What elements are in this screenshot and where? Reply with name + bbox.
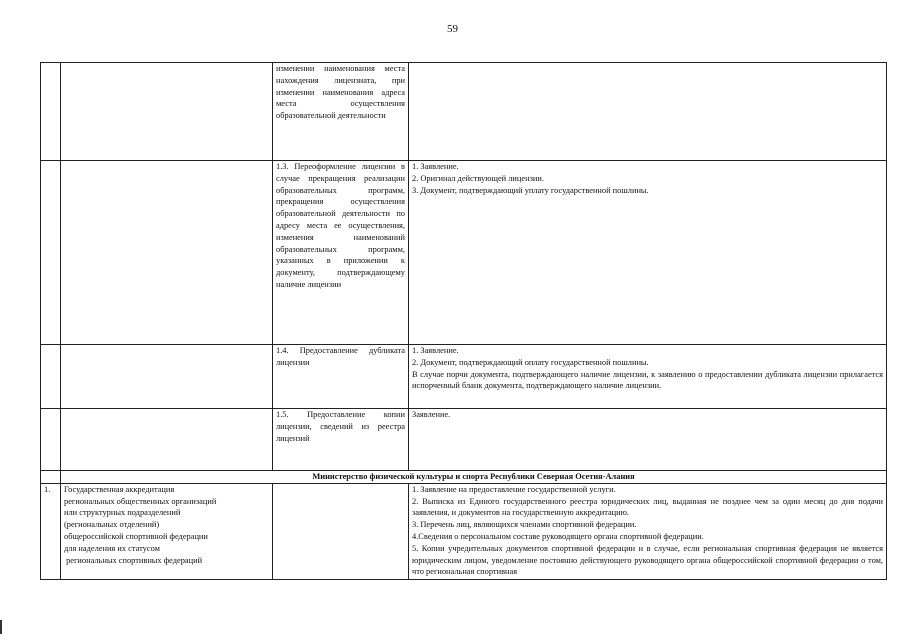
services-table xyxy=(40,62,887,580)
name-cell xyxy=(61,483,273,579)
document-item: 1. Заявление. xyxy=(412,346,459,355)
documents-cell xyxy=(409,63,887,161)
page-number: 59 xyxy=(447,23,458,35)
document-item: 2. Выписка из Единого государственного реестра юридических лиц, выданная не позднее чем за один месяц до дня подачи заявления, и документов на государственную аккредитацию. xyxy=(412,496,883,518)
document-item: 1. Заявление на предоставление государственной услуги. xyxy=(412,484,616,494)
service-cell xyxy=(273,483,409,579)
table-row xyxy=(41,63,887,161)
ministry-heading-row xyxy=(41,471,887,484)
scan-edge-mark xyxy=(0,620,2,634)
document-item: 3. Документ, подтверждающий уплату государственной пошлины. xyxy=(412,185,649,195)
service-name-line: Государственная аккредитация xyxy=(64,484,175,494)
documents-cell xyxy=(409,409,887,471)
document-item: 2. Оригинал действующей лицензии. xyxy=(412,173,544,183)
name-cell xyxy=(61,345,273,409)
service-name-line: общероссийской спортивной федерации xyxy=(64,531,208,541)
number-cell xyxy=(41,63,61,161)
document-item: 5. Копии учредительных документов спортивной федерации и в случае, если региональная спортивная федерация не является юридическим лицом, уведомление постоянно действующего руководящего органа общероссийской спортивной федерации о том, что региональная спортивная xyxy=(412,543,883,577)
documents-cell xyxy=(409,345,887,409)
service-name-line: региональных спортивных федераций xyxy=(64,555,203,565)
documents-cell xyxy=(409,161,887,345)
document-item: 1. Заявление. xyxy=(412,162,459,171)
name-cell xyxy=(61,63,273,161)
service-cell: 1.4. Предоставление дубликата лицензии xyxy=(273,345,409,409)
table-row xyxy=(41,483,887,579)
service-name-line: или структурных подразделений xyxy=(64,508,181,518)
service-cell: 1.5. Предоставление копии лицензии, сведений из реестра лицензий xyxy=(273,409,409,471)
service-name-line: (региональных отделений) xyxy=(64,520,160,530)
service-cell: изменении наименования места нахождения лицензиата, при изменении наименования адреса места осуществления образовательной деятельности xyxy=(273,63,409,161)
document-item: 4.Сведения о персональном составе руководящего органа спортивной федерации. xyxy=(412,531,704,541)
document-item: Заявление. xyxy=(412,410,451,419)
number-cell xyxy=(41,161,61,345)
number-cell xyxy=(41,345,61,409)
number-cell xyxy=(41,471,61,484)
service-name-line: региональных общественных организаций xyxy=(64,496,217,506)
table-row xyxy=(41,409,887,471)
table-row xyxy=(41,345,887,409)
document-item: В случае порчи документа, подтверждающего наличие лицензии, к заявлению о предоставлении дубликата лицензии прилагается испорченный бланк документа, подтверждающего наличие лицензии. xyxy=(412,369,883,391)
service-name-line: для наделения их статусом xyxy=(64,543,160,553)
documents-cell xyxy=(409,483,887,579)
table-row xyxy=(41,161,887,345)
number-cell: 1. xyxy=(41,483,61,579)
document-item: 3. Перечень лиц, являющихся членами спортивной федерации. xyxy=(412,520,637,530)
number-cell xyxy=(41,409,61,471)
name-cell xyxy=(61,409,273,471)
service-cell: 1.3. Переоформление лицензии в случае прекращения реализации образовательных программ, прекращения осуществления образовательной деятельности по адресу места ее осуществления, изменения наименований образовательных программ, указанных в приложении к документу, подтверждающему наличие лицензии xyxy=(273,161,409,345)
name-cell xyxy=(61,161,273,345)
ministry-heading: Министерство физической культуры и спорта Республики Северная Осетия-Алания xyxy=(61,471,887,484)
document-item: 2. Документ, подтверждающий оплату государственной пошлины. xyxy=(412,357,649,367)
